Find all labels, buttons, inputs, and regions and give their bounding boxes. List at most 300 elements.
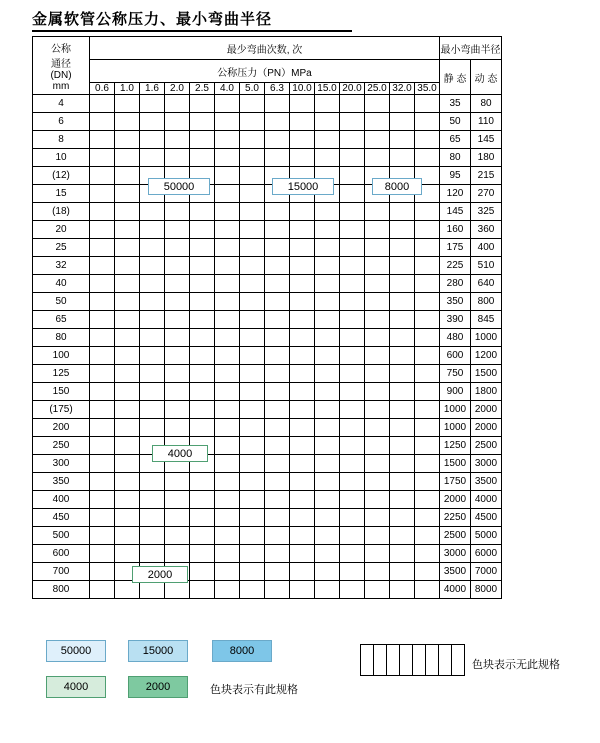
spec-cell [315, 365, 340, 383]
spec-cell [265, 401, 290, 419]
spec-cell [415, 437, 440, 455]
dynamic-radius-cell: 510 [471, 257, 502, 275]
spec-cell [365, 491, 390, 509]
spec-cell [140, 365, 165, 383]
static-radius-cell: 225 [440, 257, 471, 275]
spec-cell [115, 419, 140, 437]
spec-cell [290, 527, 315, 545]
spec-cell [240, 383, 265, 401]
spec-cell [315, 149, 340, 167]
spec-cell [340, 311, 365, 329]
spec-cell [415, 401, 440, 419]
spec-cell [190, 311, 215, 329]
spec-cell [365, 347, 390, 365]
spec-cell [165, 113, 190, 131]
spec-cell [390, 221, 415, 239]
spec-cell [140, 473, 165, 491]
spec-cell [390, 509, 415, 527]
spec-cell [365, 365, 390, 383]
spec-cell [165, 401, 190, 419]
spec-cell [315, 311, 340, 329]
spec-cell [140, 527, 165, 545]
spec-cell [215, 491, 240, 509]
dynamic-radius-cell: 2000 [471, 419, 502, 437]
spec-cell [415, 509, 440, 527]
spec-cell [90, 149, 115, 167]
spec-cell [340, 491, 365, 509]
spec-cell [190, 203, 215, 221]
spec-cell [390, 563, 415, 581]
spec-cell [115, 527, 140, 545]
spec-cell [115, 581, 140, 599]
dn-value-cell: 350 [33, 473, 90, 491]
dn-value-cell: 20 [33, 221, 90, 239]
spec-cell [90, 239, 115, 257]
spec-cell [340, 419, 365, 437]
spec-cell [190, 149, 215, 167]
spec-cell [240, 113, 265, 131]
spec-cell [140, 329, 165, 347]
spec-cell [115, 221, 140, 239]
spec-cell [265, 545, 290, 563]
spec-cell [415, 293, 440, 311]
spec-cell [90, 383, 115, 401]
spec-cell [315, 491, 340, 509]
dn-value-cell: 15 [33, 185, 90, 203]
dn-value-cell: 300 [33, 455, 90, 473]
static-radius-cell: 280 [440, 275, 471, 293]
spec-cell [390, 239, 415, 257]
spec-cell [290, 509, 315, 527]
spec-cell [165, 509, 190, 527]
spec-cell [365, 221, 390, 239]
pn-value-header: 25.0 [365, 83, 390, 95]
spec-cell [365, 401, 390, 419]
spec-cell [265, 131, 290, 149]
spec-cell [415, 491, 440, 509]
spec-cell [290, 365, 315, 383]
spec-cell [240, 563, 265, 581]
spec-cell [215, 563, 240, 581]
static-radius-cell: 750 [440, 365, 471, 383]
spec-cell [265, 113, 290, 131]
pn-value-header: 0.6 [90, 83, 115, 95]
table-row [33, 437, 502, 455]
spec-cell [215, 185, 240, 203]
spec-cell [90, 347, 115, 365]
spec-cell [390, 95, 415, 113]
spec-cell [90, 365, 115, 383]
spec-cell [290, 311, 315, 329]
table-row [33, 491, 502, 509]
spec-cell [315, 509, 340, 527]
spec-cell [340, 383, 365, 401]
spec-cell [240, 581, 265, 599]
spec-cell [415, 473, 440, 491]
spec-cell [340, 275, 365, 293]
static-radius-cell: 3500 [440, 563, 471, 581]
spec-cell [240, 185, 265, 203]
spec-cell [90, 563, 115, 581]
spec-cell [390, 437, 415, 455]
spec-cell [415, 311, 440, 329]
spec-cell [265, 581, 290, 599]
spec-cell [140, 203, 165, 221]
spec-cell [390, 203, 415, 221]
spec-cell [265, 311, 290, 329]
spec-cell [415, 365, 440, 383]
table-row [33, 113, 502, 131]
spec-cell [265, 95, 290, 113]
legend-box-4000: 4000 [46, 676, 106, 698]
value-chip: 8000 [372, 178, 422, 195]
spec-cell [390, 365, 415, 383]
spec-cell [140, 383, 165, 401]
spec-cell [265, 563, 290, 581]
spec-cell [415, 527, 440, 545]
spec-cell [315, 221, 340, 239]
dynamic-radius-cell: 845 [471, 311, 502, 329]
spec-cell [290, 455, 315, 473]
legend-box-8000: 8000 [212, 640, 272, 662]
spec-cell [165, 527, 190, 545]
spec-cell [115, 131, 140, 149]
table-row [33, 419, 502, 437]
static-radius-cell: 35 [440, 95, 471, 113]
spec-cell [340, 473, 365, 491]
spec-cell [190, 401, 215, 419]
spec-cell [365, 437, 390, 455]
spec-cell [315, 527, 340, 545]
spec-cell [240, 131, 265, 149]
spec-cell [390, 473, 415, 491]
spec-cell [390, 131, 415, 149]
spec-cell [340, 329, 365, 347]
spec-cell [215, 311, 240, 329]
spec-cell [165, 221, 190, 239]
spec-cell [165, 239, 190, 257]
spec-cell [415, 275, 440, 293]
spec-cell [90, 203, 115, 221]
spec-cell [240, 203, 265, 221]
static-radius-cell: 4000 [440, 581, 471, 599]
spec-cell [340, 401, 365, 419]
spec-cell [215, 95, 240, 113]
spec-cell [265, 149, 290, 167]
spec-cell [190, 509, 215, 527]
value-chip: 2000 [132, 566, 188, 583]
spec-cell [115, 203, 140, 221]
spec-cell [90, 221, 115, 239]
spec-cell [315, 95, 340, 113]
spec-cell [115, 455, 140, 473]
spec-cell [215, 437, 240, 455]
table-row [33, 509, 502, 527]
spec-cell [140, 113, 165, 131]
spec-cell [190, 545, 215, 563]
spec-cell [315, 203, 340, 221]
spec-cell [265, 473, 290, 491]
spec-cell [240, 401, 265, 419]
spec-cell [390, 293, 415, 311]
spec-cell [165, 311, 190, 329]
spec-cell [140, 311, 165, 329]
dn-value-cell: 600 [33, 545, 90, 563]
spec-cell [365, 113, 390, 131]
legend-no-spec-text: 色块表示无此规格 [472, 659, 560, 671]
spec-cell [190, 95, 215, 113]
spec-cell [415, 419, 440, 437]
legend-has-spec-text: 色块表示有此规格 [210, 684, 298, 696]
spec-cell [365, 293, 390, 311]
spec-cell [340, 527, 365, 545]
spec-cell [190, 365, 215, 383]
dn-value-cell: 700 [33, 563, 90, 581]
spec-cell [215, 221, 240, 239]
spec-cell [365, 95, 390, 113]
spec-cell [90, 257, 115, 275]
spec-cell [415, 113, 440, 131]
spec-cell [390, 545, 415, 563]
table-row [33, 203, 502, 221]
dn-header-line-4: mm [52, 80, 70, 92]
static-radius-cell: 350 [440, 293, 471, 311]
dn-value-cell: 125 [33, 365, 90, 383]
legend-empty-grid [360, 644, 465, 676]
dn-header-line-1: 公称 [51, 43, 71, 55]
title-underline [32, 30, 352, 32]
dynamic-radius-cell: 4500 [471, 509, 502, 527]
spec-cell [315, 275, 340, 293]
dynamic-radius-cell: 3000 [471, 455, 502, 473]
spec-cell [165, 419, 190, 437]
spec-cell [340, 185, 365, 203]
header-row-1 [33, 37, 502, 60]
pn-value-header: 35.0 [415, 83, 440, 95]
spec-cell [165, 473, 190, 491]
static-radius-cell: 175 [440, 239, 471, 257]
spec-cell [415, 239, 440, 257]
spec-cell [390, 311, 415, 329]
pn-value-header: 6.3 [265, 83, 290, 95]
value-chip: 50000 [148, 178, 210, 195]
spec-cell [215, 149, 240, 167]
spec-cell [240, 293, 265, 311]
spec-cell [215, 347, 240, 365]
dynamic-radius-cell: 110 [471, 113, 502, 131]
spec-cell [215, 419, 240, 437]
spec-cell [115, 275, 140, 293]
dn-value-cell: 400 [33, 491, 90, 509]
static-radius-cell: 160 [440, 221, 471, 239]
dynamic-radius-cell: 2000 [471, 401, 502, 419]
spec-cell [415, 383, 440, 401]
spec-cell [265, 365, 290, 383]
spec-cell [290, 113, 315, 131]
dynamic-radius-cell: 1800 [471, 383, 502, 401]
spec-cell [115, 347, 140, 365]
spec-cell [240, 527, 265, 545]
spec-cell [290, 203, 315, 221]
spec-cell [365, 581, 390, 599]
spec-cell [240, 491, 265, 509]
spec-cell [115, 95, 140, 113]
static-header: 静 态 [440, 60, 471, 95]
table-row [33, 455, 502, 473]
spec-cell [215, 401, 240, 419]
table-row [33, 581, 502, 599]
spec-cell [340, 95, 365, 113]
spec-cell [390, 347, 415, 365]
spec-cell [165, 545, 190, 563]
dn-header-cell [33, 37, 90, 95]
spec-cell [190, 419, 215, 437]
spec-cell [190, 527, 215, 545]
spec-cell [140, 275, 165, 293]
legend-box-2000: 2000 [128, 676, 188, 698]
spec-cell [215, 203, 240, 221]
spec-cell [265, 509, 290, 527]
spec-cell [115, 329, 140, 347]
spec-cell [390, 401, 415, 419]
spec-cell [190, 347, 215, 365]
pn-value-header: 4.0 [215, 83, 240, 95]
value-chip: 15000 [272, 178, 334, 195]
dn-value-cell: 800 [33, 581, 90, 599]
spec-cell [115, 293, 140, 311]
spec-cell [265, 329, 290, 347]
header-row-pn-values [33, 83, 502, 95]
static-radius-cell: 1500 [440, 455, 471, 473]
spec-cell [365, 527, 390, 545]
table-row [33, 167, 502, 185]
spec-cell [365, 239, 390, 257]
spec-cell [115, 257, 140, 275]
spec-cell [390, 419, 415, 437]
spec-cell [215, 131, 240, 149]
spec-cell [90, 455, 115, 473]
spec-cell [315, 257, 340, 275]
static-radius-cell: 65 [440, 131, 471, 149]
spec-cell [215, 545, 240, 563]
spec-cell [190, 581, 215, 599]
spec-cell [315, 419, 340, 437]
spec-cell [240, 365, 265, 383]
spec-cell [115, 401, 140, 419]
dynamic-radius-cell: 7000 [471, 563, 502, 581]
static-radius-cell: 2500 [440, 527, 471, 545]
spec-cell [190, 239, 215, 257]
table-body [33, 95, 502, 599]
dn-value-cell: 450 [33, 509, 90, 527]
dynamic-radius-cell: 4000 [471, 491, 502, 509]
dn-header-line-2: 通径 [51, 58, 71, 70]
spec-cell [315, 293, 340, 311]
spec-cell [90, 131, 115, 149]
spec-cell [390, 275, 415, 293]
spec-cell [215, 167, 240, 185]
spec-cell [240, 419, 265, 437]
dn-value-cell: 250 [33, 437, 90, 455]
spec-cell [415, 329, 440, 347]
spec-cell [290, 149, 315, 167]
dynamic-radius-cell: 5000 [471, 527, 502, 545]
spec-cell [215, 257, 240, 275]
spec-cell [290, 437, 315, 455]
spec-cell [390, 581, 415, 599]
spec-cell [115, 383, 140, 401]
spec-cell [415, 455, 440, 473]
spec-cell [240, 257, 265, 275]
spec-cell [140, 131, 165, 149]
spec-cell [415, 131, 440, 149]
spec-cell [290, 293, 315, 311]
spec-cell [215, 581, 240, 599]
spec-cell [140, 293, 165, 311]
spec-cell [115, 545, 140, 563]
spec-cell [365, 329, 390, 347]
bend-count-header: 最少弯曲次数, 次 [90, 37, 440, 60]
dynamic-radius-cell: 2500 [471, 437, 502, 455]
spec-cell [215, 455, 240, 473]
spec-cell [340, 545, 365, 563]
spec-cell [290, 491, 315, 509]
spec-cell [115, 437, 140, 455]
dn-value-cell: 10 [33, 149, 90, 167]
spec-cell [340, 203, 365, 221]
dn-value-cell: 50 [33, 293, 90, 311]
dynamic-header: 动 态 [471, 60, 502, 95]
table-row [33, 257, 502, 275]
spec-cell [365, 131, 390, 149]
spec-cell [165, 347, 190, 365]
table-row [33, 275, 502, 293]
spec-cell [290, 221, 315, 239]
table-row [33, 95, 502, 113]
spec-cell [290, 239, 315, 257]
spec-cell [265, 203, 290, 221]
spec-cell [240, 95, 265, 113]
spec-cell [340, 581, 365, 599]
table-row [33, 131, 502, 149]
spec-cell [340, 149, 365, 167]
dn-value-cell: 6 [33, 113, 90, 131]
spec-cell [240, 329, 265, 347]
spec-cell [340, 455, 365, 473]
spec-cell [140, 419, 165, 437]
dn-value-cell: 150 [33, 383, 90, 401]
spec-cell [390, 491, 415, 509]
spec-cell [390, 383, 415, 401]
value-chip: 4000 [152, 445, 208, 462]
pn-value-header: 2.5 [190, 83, 215, 95]
dn-value-cell: (175) [33, 401, 90, 419]
spec-cell [415, 581, 440, 599]
bend-radius-header: 最小弯曲半径 [440, 37, 502, 60]
table-row [33, 329, 502, 347]
static-radius-cell: 390 [440, 311, 471, 329]
spec-cell [115, 113, 140, 131]
spec-cell [240, 167, 265, 185]
spec-cell [90, 275, 115, 293]
spec-cell [215, 293, 240, 311]
spec-cell [315, 329, 340, 347]
spec-cell [190, 293, 215, 311]
pn-value-header: 10.0 [290, 83, 315, 95]
static-radius-cell: 95 [440, 167, 471, 185]
spec-cell [240, 455, 265, 473]
spec-cell [365, 149, 390, 167]
